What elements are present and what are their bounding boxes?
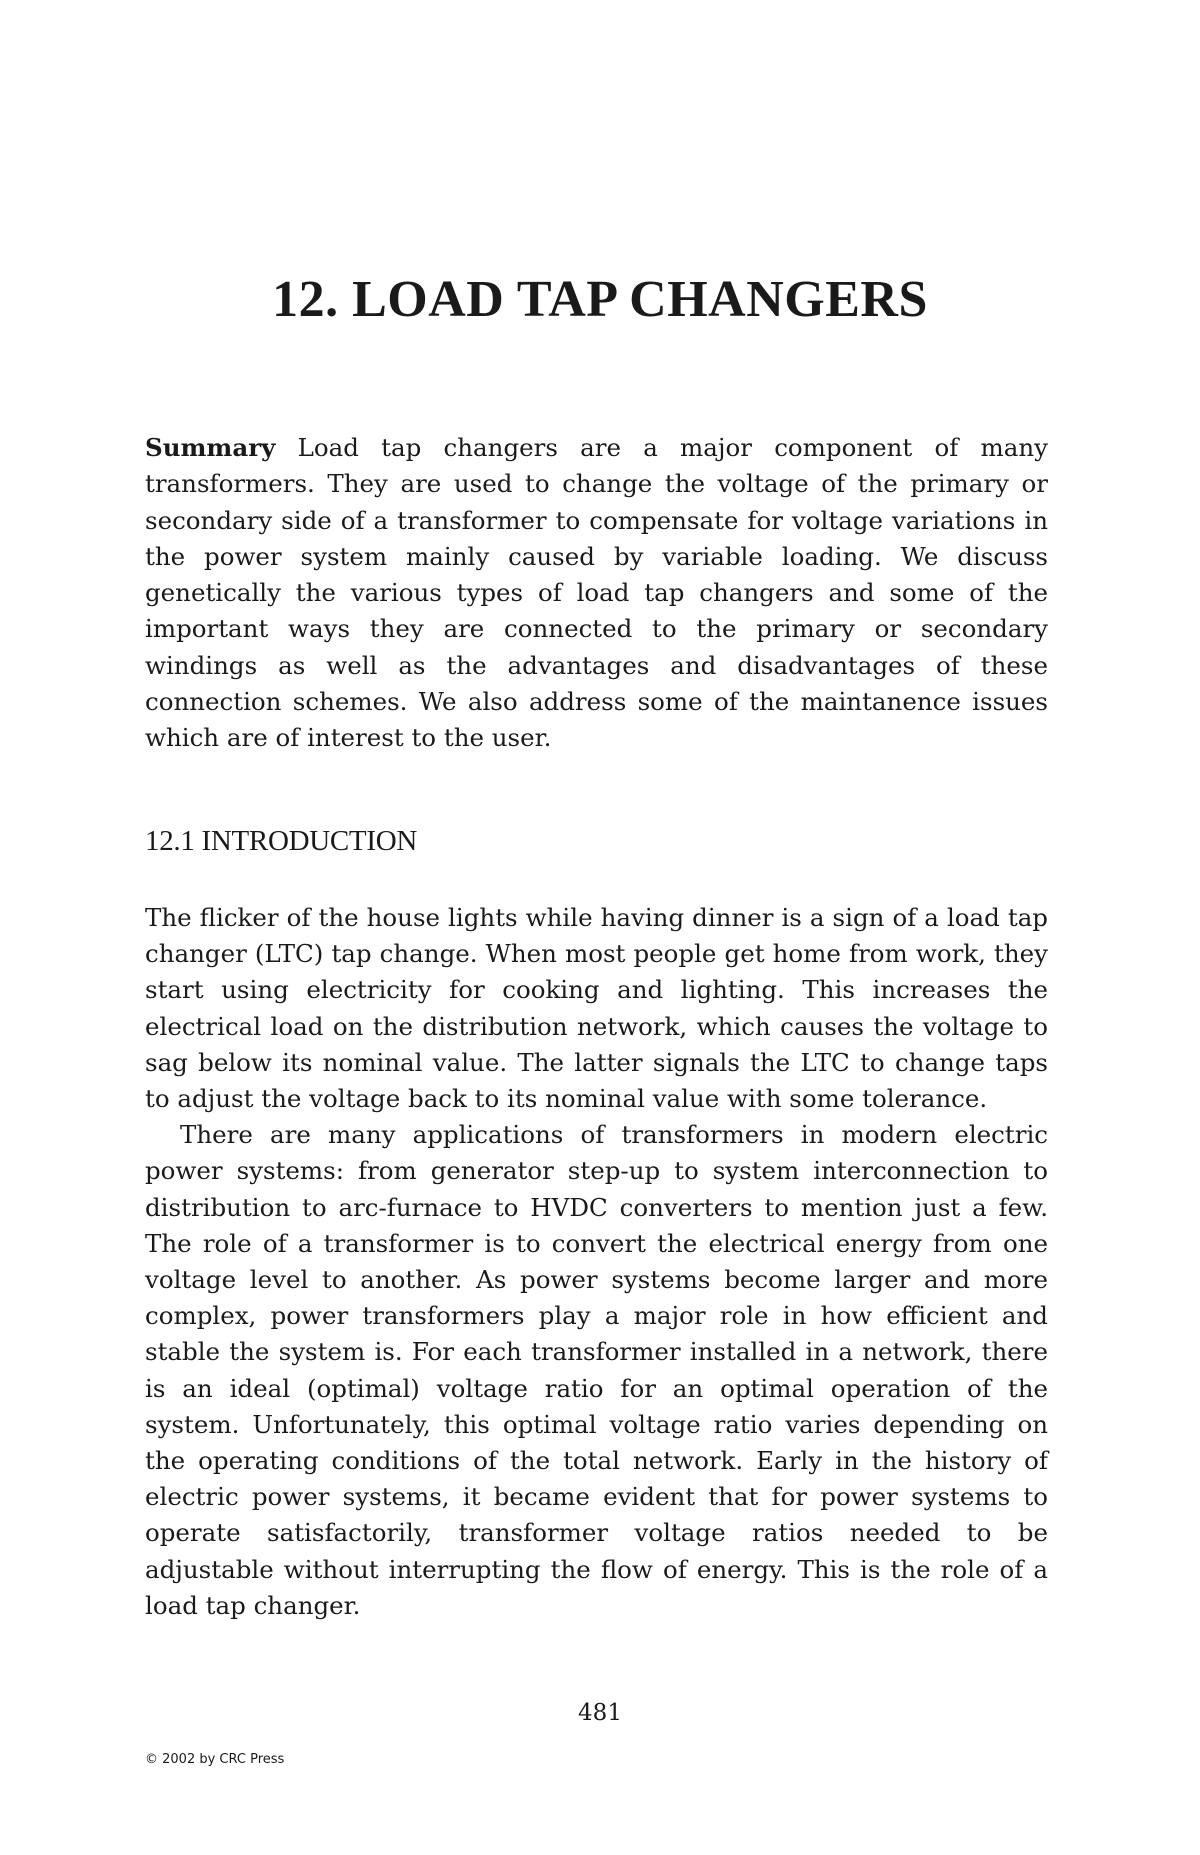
page-number: 481	[578, 1700, 622, 1726]
summary-text: Load tap changers are a major component of many transformers. They are used to change the voltage of the primary or secondary side of a transformer to compensate for voltage variations in the power system mainly caused by variable loading. We discuss genetically the various types of load tap changers and some of the important ways they are connected to the primary or secondary windings as well as the advantages and disadvantages of these connection schemes. We also address some of the maintanence issues which are of interest to the user.	[145, 433, 1048, 753]
summary-paragraph	[145, 430, 1048, 757]
chapter-title: 12. LOAD TAP CHANGERS	[272, 271, 928, 328]
body-paragraph: There are many applications of transformers in modern electric power systems: from generator step-up to system interconnection to distribution to arc-furnace to HVDC converters to mention just a few. The role of a transformer is to convert the electrical energy from one voltage level to another. As power systems become larger and more complex, power transformers play a major role in how efficient and stable the system is. For each transformer installed in a network, there is an ideal (optimal) voltage ratio for an optimal operation of the system. Unfortunately, this optimal voltage ratio varies depending on the operating conditions of the total network. Early in the history of electric power systems, it became evident that for power systems to operate satisfactorily, transformer voltage ratios needed to be adjustable without interrupting the flow of energy. This is the role of a load tap changer.	[145, 1120, 1048, 1620]
copyright-notice: © 2002 by CRC Press	[145, 1752, 285, 1767]
summary-label: Summary	[145, 433, 276, 462]
section-heading: 12.1 INTRODUCTION	[145, 825, 417, 857]
section-body	[145, 900, 1048, 1624]
body-paragraph: The flicker of the house lights while having dinner is a sign of a load tap changer (LTC) tap change. When most people get home from work, they start using electricity for cooking and lighting. This increases the electrical load on the distribution network, which causes the voltage to sag below its nominal value. The latter signals the LTC to change taps to adjust the voltage back to its nominal value with some tolerance.	[145, 903, 1048, 1114]
